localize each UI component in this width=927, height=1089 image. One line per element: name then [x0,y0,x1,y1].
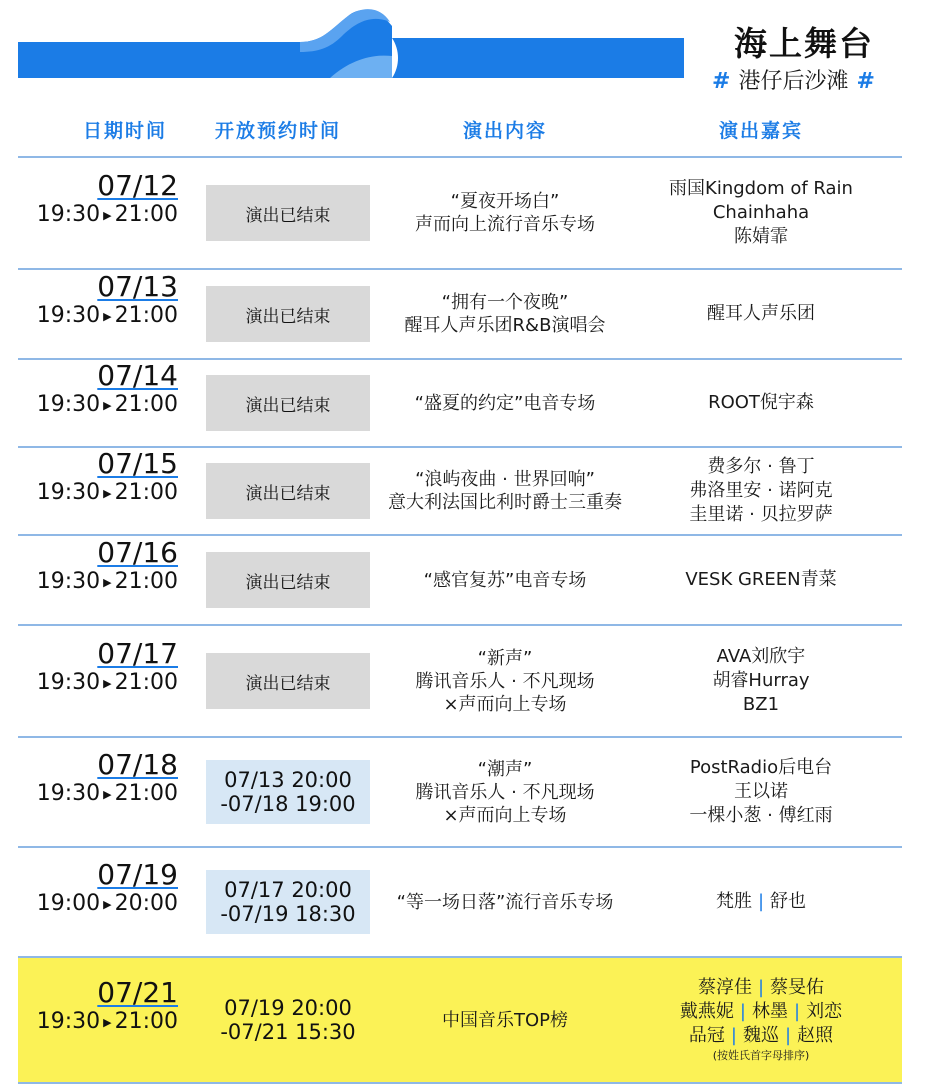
date-time-cell [18,748,178,806]
guest-line: 圭里诺 · 贝拉罗萨 [689,504,833,525]
date-time-cell [18,359,178,417]
table-row [18,956,902,1084]
start-time: 19:30 [36,202,101,227]
guest-line: 费多尔 · 鲁丁 [707,456,815,477]
content-line: “新声” [477,648,533,669]
show-date: 07/19 [97,858,178,891]
table-row [18,446,902,534]
date-time-cell [18,270,178,328]
show-date: 07/17 [97,637,178,670]
guest-separator: | [739,1001,746,1022]
guest-line: VESK GREEN青菜 [685,569,837,590]
content-line: “感官复苏”电音专场 [423,570,587,591]
guest-line: PostRadio后电台 [689,757,833,778]
content-line: 腾讯音乐人 · 不凡现场 [415,782,595,803]
guest-list [636,302,886,326]
table-row [18,156,902,268]
show-date: 07/18 [97,748,178,781]
guest-line: 胡睿Hurray [712,670,810,691]
table-row [18,268,902,358]
guest-list [636,976,886,1064]
show-time [18,891,178,916]
page-title: 海上舞台 [734,24,874,63]
guest-line [636,976,886,1000]
start-time: 19:30 [36,303,101,328]
show-time [18,480,178,505]
start-time: 19:30 [36,480,101,505]
booking-line: -07/18 19:00 [220,792,356,816]
show-time [18,781,178,806]
date-time-cell [18,447,178,505]
arrow-right-icon: ▶ [103,486,112,500]
guest-list [636,455,886,527]
status-badge-ended: 演出已结束 [206,653,370,709]
show-content [370,891,640,914]
status-badge-ended: 演出已结束 [206,185,370,241]
guest-line [636,1000,886,1024]
guest-line: 弗洛里安 · 诺阿克 [689,480,833,501]
booking-line: -07/21 15:30 [220,1020,356,1044]
guest-separator: | [757,891,765,912]
guest-name: 舒也 [770,891,807,912]
date-time-cell [18,169,178,227]
show-content [370,468,640,514]
booking-window [206,870,370,934]
guest-list [636,391,886,415]
sort-note: (按姓氏首字母排序) [712,1049,810,1062]
arrow-right-icon: ▶ [103,1015,112,1029]
content-line: “潮声” [477,759,533,780]
booking-line: 07/19 20:00 [224,996,352,1020]
show-content [370,758,640,827]
show-date: 07/15 [97,447,178,480]
guest-name: 赵照 [797,1025,834,1046]
booking-window-text [220,878,355,926]
start-time: 19:30 [36,670,101,695]
end-time: 21:00 [114,670,178,695]
show-content [370,190,640,236]
guest-name: 刘恋 [806,1001,843,1022]
end-time: 20:00 [114,891,178,916]
arrow-right-icon: ▶ [103,208,112,222]
table-row [18,358,902,446]
end-time: 21:00 [114,202,178,227]
guest-line [636,1024,886,1048]
arrow-right-icon: ▶ [103,575,112,589]
guest-separator: | [785,1025,792,1046]
status-badge-ended: 演出已结束 [206,463,370,519]
guest-line: AVA刘欣宇 [716,646,806,667]
location-label: 港仔后沙滩 [738,69,849,94]
hash-right: # [856,69,875,94]
arrow-right-icon: ▶ [103,787,112,801]
booking-window-text [220,996,355,1044]
guest-name: 林墨 [752,1001,788,1022]
end-time: 21:00 [114,1009,178,1034]
guest-separator: | [794,1001,801,1022]
content-line: “夏夜开场白” [450,191,560,212]
end-time: 21:00 [114,303,178,328]
end-time: 21:00 [114,392,178,417]
start-time: 19:00 [36,891,101,916]
show-date: 07/13 [97,270,178,303]
end-time: 21:00 [114,569,178,594]
content-line: 意大利法国比利时爵士三重奏 [388,492,622,513]
arrow-right-icon: ▶ [103,676,112,690]
guest-name: 戴燕妮 [679,1001,734,1022]
show-content [370,291,640,337]
column-header-content: 演出内容 [462,120,547,142]
guest-line: 醒耳人声乐团 [707,303,815,324]
show-time [18,392,178,417]
content-line: 声而向上流行音乐专场 [415,214,595,235]
booking-window [206,760,370,824]
content-line: 腾讯音乐人 · 不凡现场 [415,671,595,692]
show-date: 07/21 [97,976,178,1009]
content-line: “拥有一个夜晚” [441,292,569,313]
content-line: 中国音乐TOP榜 [441,1010,569,1031]
end-time: 21:00 [114,781,178,806]
guest-line: BZ1 [742,694,780,715]
show-time [18,202,178,227]
content-line: “浪屿夜曲 · 世界回响” [415,469,595,490]
arrow-right-icon: ▶ [103,309,112,323]
date-time-cell [18,536,178,594]
guest-line: 一棵小葱 · 傅红雨 [689,805,833,826]
content-line: 醒耳人声乐团R&B演唱会 [404,315,606,336]
guest-list [636,177,886,249]
guest-list [636,756,886,828]
guest-separator: | [730,1025,737,1046]
booking-window [206,988,370,1052]
show-date: 07/16 [97,536,178,569]
show-content [370,647,640,716]
guest-line: Chainhaha [712,202,810,223]
guest-list [636,890,886,914]
start-time: 19:30 [36,392,101,417]
table-row [18,736,902,846]
content-line: “等一场日落”流行音乐专场 [396,892,614,913]
show-time [18,303,178,328]
booking-window-text [220,768,355,816]
show-date: 07/14 [97,359,178,392]
show-content [370,392,640,415]
column-header-guests: 演出嘉宾 [718,120,803,142]
show-time [18,1009,178,1034]
date-time-cell [18,637,178,695]
status-badge-ended: 演出已结束 [206,552,370,608]
guest-name: 蔡旻佑 [770,977,825,998]
end-time: 21:00 [114,480,178,505]
booking-line: 07/17 20:00 [224,878,352,902]
guest-list [636,645,886,717]
guest-list [636,568,886,592]
guest-separator: | [757,977,765,998]
arrow-right-icon: ▶ [103,897,112,911]
guest-line: 王以诺 [734,781,788,802]
column-header-date: 日期时间 [82,120,167,142]
show-content [370,1009,640,1032]
guest-line: 雨国Kingdom of Rain [669,178,853,199]
guest-name: 梵胜 [715,891,752,912]
show-date: 07/12 [97,169,178,202]
start-time: 19:30 [36,781,101,806]
table-row [18,534,902,624]
status-badge-ended: 演出已结束 [206,286,370,342]
arrow-right-icon: ▶ [103,398,112,412]
guest-line: ROOT倪宇森 [708,392,814,413]
column-header-booking: 开放预约时间 [214,120,341,142]
schedule-table [18,156,902,1084]
show-time [18,569,178,594]
content-line: “盛夏的约定”电音专场 [414,393,596,414]
start-time: 19:30 [36,569,101,594]
guest-name: 品冠 [688,1025,725,1046]
booking-line: -07/19 18:30 [220,902,356,926]
content-line: ×声而向上专场 [443,694,567,715]
booking-line: 07/13 20:00 [224,768,352,792]
hash-left: # [712,69,731,94]
guest-line [636,890,886,914]
show-time [18,670,178,695]
table-row [18,624,902,736]
guest-name: 魏巡 [743,1025,779,1046]
date-time-cell [18,858,178,916]
guest-name: 蔡淳佳 [697,977,752,998]
content-line: ×声而向上专场 [443,805,567,826]
status-badge-ended: 演出已结束 [206,375,370,431]
show-content [370,569,640,592]
date-time-cell [18,976,178,1034]
guest-line: 陈婧霏 [734,226,788,247]
start-time: 19:30 [36,1009,101,1034]
location-subtitle [704,64,883,95]
table-row [18,846,902,956]
